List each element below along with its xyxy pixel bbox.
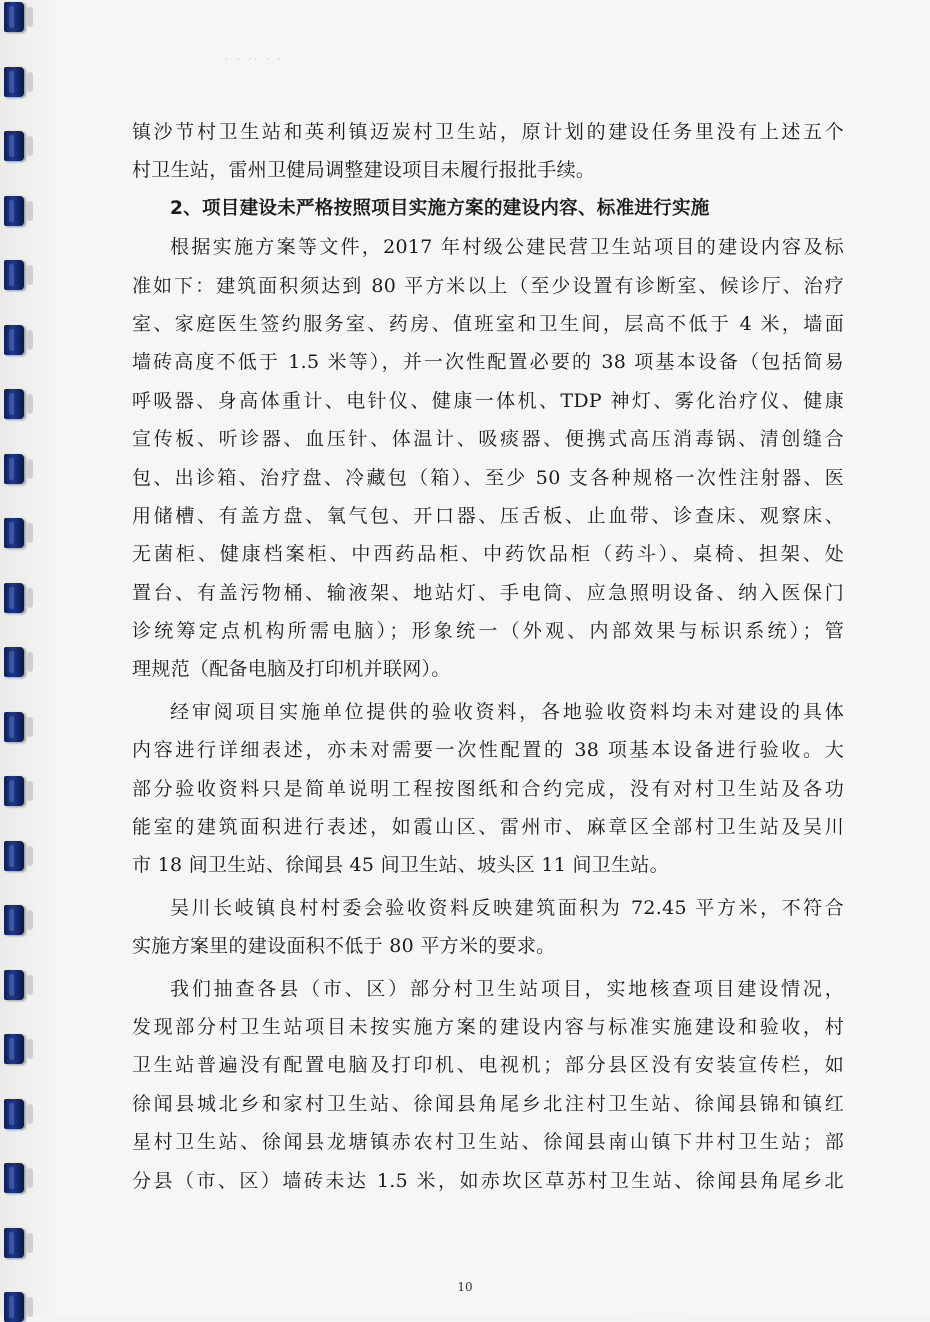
- text-line: 置台、有盖污物桶、输液架、地站灯、手电筒、应急照明设备、纳入医保门: [132, 581, 844, 604]
- section-heading: 2、项目建设未严格按照项目实施方案的建设内容、标准进行实施: [170, 197, 710, 219]
- text-line: 包、出诊箱、治疗盘、冷藏包（箱）、至少 50 支各种规格一次性注射器、医: [132, 466, 844, 489]
- text-line: 镇沙节村卫生站和英利镇迈炭村卫生站，原计划的建设任务里没有上述五个: [132, 121, 844, 143]
- binding-hole: [27, 330, 33, 350]
- binding-hole: [27, 781, 33, 801]
- text-line: 诊统筹定点机构所需电脑）；形象统一（外观、内部效果与标识系统）；管: [132, 620, 844, 643]
- binding-ring: [4, 454, 24, 484]
- text-line: 理规范（配备电脑及打印机并联网）。: [132, 658, 451, 681]
- binding-hole: [27, 910, 33, 930]
- binding-ring: [4, 647, 24, 677]
- text-line: 星村卫生站、徐闻县龙塘镇赤农村卫生站、徐闻县南山镇下井村卫生站；部: [132, 1131, 844, 1154]
- text-line: 用储槽、有盖方盘、氧气包、开口器、压舌板、止血带、诊查床、观察床、: [132, 504, 844, 527]
- text-line: 内容进行详细表述，亦未对需要一次性配置的 38 项基本设备进行验收。大: [132, 739, 844, 762]
- binding-hole: [27, 394, 33, 414]
- text-line: 吴川长岐镇良村村委会验收资料反映建筑面积为 72.45 平方米，不符合: [170, 896, 844, 919]
- text-line: 卫生站普遍没有配置电脑及打印机、电视机；部分县区没有安装宣传栏，如: [132, 1054, 844, 1077]
- binding-hole: [27, 7, 33, 27]
- binding-hole: [27, 459, 33, 479]
- text-line: 经审阅项目实施单位提供的验收资料，各地验收资料均未对建设的具体: [170, 700, 844, 723]
- binding-hole: [27, 717, 33, 737]
- binding-hole: [27, 523, 33, 543]
- scan-smudge: · · ·· · ·: [225, 55, 284, 65]
- binding-ring: [4, 776, 24, 806]
- binding-ring: [4, 905, 24, 935]
- body-text: [132, 113, 844, 1200]
- binding-ring: [4, 260, 24, 290]
- text-line: 准如下：建筑面积须达到 80 平方米以上（至少设置有诊断室、候诊厅、治疗: [132, 274, 844, 297]
- binding-ring: [4, 1099, 24, 1129]
- text-line: 徐闻县城北乡和家村卫生站、徐闻县角尾乡北注村卫生站、徐闻县锦和镇红: [132, 1092, 844, 1115]
- text-line: 墙砖高度不低于 1.5 米等），并一次性配置必要的 38 项基本设备（包括简易: [132, 351, 844, 374]
- binding-ring: [4, 389, 24, 419]
- binding-hole: [27, 1233, 33, 1253]
- binding-ring: [4, 131, 24, 161]
- binding-hole: [27, 265, 33, 285]
- binding-ring: [4, 970, 24, 1000]
- binding-hole: [27, 846, 33, 866]
- text-line: 我们抽查各县（市、区）部分村卫生站项目，实地核查项目建设情况，: [170, 977, 844, 1000]
- page-number: 10: [457, 1280, 473, 1294]
- binding-hole: [27, 136, 33, 156]
- text-line: 实施方案里的建设面积不低于 80 平方米的要求。: [132, 935, 556, 958]
- binding-ring: [4, 1292, 24, 1322]
- binding-hole: [27, 1104, 33, 1124]
- binding-hole: [27, 1168, 33, 1188]
- binding-hole: [27, 975, 33, 995]
- text-line: 村卫生站，雷州卫健局调整建设项目未履行报批手续。: [132, 159, 596, 182]
- binding-hole: [27, 1039, 33, 1059]
- text-line: 无菌柜、健康档案柜、中西药品柜、中药饮品柜（药斗）、桌椅、担架、处: [132, 543, 844, 566]
- text-line: 市 18 间卫生站、徐闻县 45 间卫生站、坡头区 11 间卫生站。: [132, 854, 669, 877]
- text-line: 部分验收资料只是简单说明工程按图纸和合约完成，没有对村卫生站及各功: [132, 777, 844, 800]
- binding-ring: [4, 1228, 24, 1258]
- binding-strip: [0, 0, 36, 1315]
- binding-ring: [4, 518, 24, 548]
- binding-ring: [4, 583, 24, 613]
- binding-ring: [4, 196, 24, 226]
- text-line: 发现部分村卫生站项目未按实施方案的建设内容与标准实施建设和验收，村: [132, 1015, 844, 1038]
- binding-ring: [4, 1163, 24, 1193]
- binding-hole: [27, 201, 33, 221]
- binding-hole: [27, 1297, 33, 1317]
- text-line: 呼吸器、身高体重计、电针仪、健康一体机、TDP 神灯、雾化治疗仪、健康: [132, 389, 844, 412]
- binding-hole: [27, 588, 33, 608]
- text-line: 分县（市、区）墙砖未达 1.5 米，如赤坎区草苏村卫生站、徐闻县角尾乡北: [132, 1169, 844, 1192]
- binding-ring: [4, 67, 24, 97]
- binding-ring: [4, 712, 24, 742]
- text-line: 室、家庭医生签约服务室、药房、值班室和卫生间，层高不低于 4 米，墙面: [132, 312, 844, 335]
- binding-ring: [4, 325, 24, 355]
- binding-hole: [27, 72, 33, 92]
- binding-ring: [4, 841, 24, 871]
- binding-hole: [27, 652, 33, 672]
- binding-ring: [4, 1034, 24, 1064]
- binding-ring: [4, 2, 24, 32]
- text-line: 能室的建筑面积进行表述，如霞山区、雷州市、麻章区全部村卫生站及吴川: [132, 816, 844, 839]
- text-line: 宣传板、听诊器、血压针、体温计、吸痰器、便携式高压消毒锅、清创缝合: [132, 428, 844, 451]
- text-line: 根据实施方案等文件，2017 年村级公建民营卫生站项目的建设内容及标: [170, 236, 844, 259]
